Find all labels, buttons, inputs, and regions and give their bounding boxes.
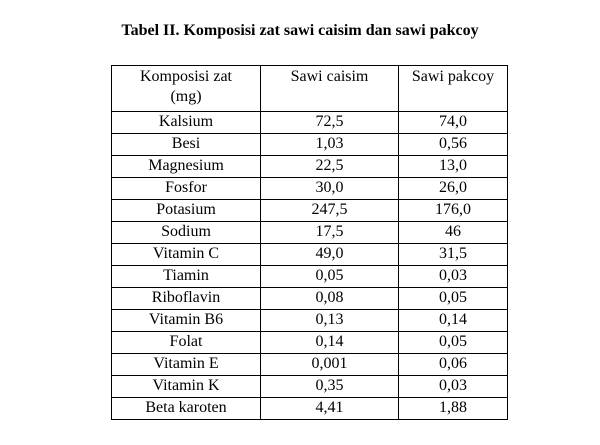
table-row xyxy=(112,112,508,134)
caisim-value: 30,0 xyxy=(261,178,399,200)
table-row xyxy=(112,310,508,332)
table-row xyxy=(112,332,508,354)
table-row xyxy=(112,376,508,398)
caisim-value: 4,41 xyxy=(261,398,399,420)
caisim-value: 0,08 xyxy=(261,288,399,310)
pakcoy-value: 0,56 xyxy=(399,134,508,156)
caisim-value: 0,13 xyxy=(261,310,399,332)
table-row xyxy=(112,156,508,178)
table-row xyxy=(112,222,508,244)
nutrient-name: Magnesium xyxy=(112,156,261,178)
caisim-value: 17,5 xyxy=(261,222,399,244)
nutrient-name: Vitamin B6 xyxy=(112,310,261,332)
pakcoy-value: 0,03 xyxy=(399,266,508,288)
header-composition-line2: (mg) xyxy=(170,88,202,105)
pakcoy-value: 74,0 xyxy=(399,112,508,134)
caisim-value: 0,35 xyxy=(261,376,399,398)
table-row xyxy=(112,398,508,420)
table-row xyxy=(112,244,508,266)
pakcoy-value: 31,5 xyxy=(399,244,508,266)
nutrient-name: Fosfor xyxy=(112,178,261,200)
header-pakcoy: Sawi pakcoy xyxy=(399,66,508,112)
header-composition xyxy=(112,66,261,112)
table-row xyxy=(112,134,508,156)
pakcoy-value: 13,0 xyxy=(399,156,508,178)
caisim-value: 0,14 xyxy=(261,332,399,354)
nutrient-name: Potasium xyxy=(112,200,261,222)
pakcoy-value: 1,88 xyxy=(399,398,508,420)
table-row xyxy=(112,354,508,376)
caisim-value: 247,5 xyxy=(261,200,399,222)
pakcoy-value: 0,03 xyxy=(399,376,508,398)
pakcoy-value: 176,0 xyxy=(399,200,508,222)
caisim-value: 49,0 xyxy=(261,244,399,266)
nutrient-name: Vitamin K xyxy=(112,376,261,398)
table-row xyxy=(112,266,508,288)
pakcoy-value: 26,0 xyxy=(399,178,508,200)
nutrient-name: Besi xyxy=(112,134,261,156)
pakcoy-value: 46 xyxy=(399,222,508,244)
table-row xyxy=(112,178,508,200)
nutrient-name: Sodium xyxy=(112,222,261,244)
nutrient-name: Folat xyxy=(112,332,261,354)
pakcoy-value: 0,05 xyxy=(399,288,508,310)
table-row xyxy=(112,288,508,310)
header-row xyxy=(112,66,508,112)
caisim-value: 72,5 xyxy=(261,112,399,134)
header-caisim: Sawi caisim xyxy=(261,66,399,112)
composition-table xyxy=(111,65,508,420)
nutrient-name: Vitamin E xyxy=(112,354,261,376)
nutrient-name: Vitamin C xyxy=(112,244,261,266)
caisim-value: 1,03 xyxy=(261,134,399,156)
pakcoy-value: 0,06 xyxy=(399,354,508,376)
pakcoy-value: 0,14 xyxy=(399,310,508,332)
pakcoy-value: 0,05 xyxy=(399,332,508,354)
nutrient-name: Beta karoten xyxy=(112,398,261,420)
caisim-value: 0,05 xyxy=(261,266,399,288)
table-row xyxy=(112,200,508,222)
nutrient-name: Riboflavin xyxy=(112,288,261,310)
nutrient-name: Kalsium xyxy=(112,112,261,134)
header-composition-line1: Komposisi zat xyxy=(140,68,232,85)
nutrient-name: Tiamin xyxy=(112,266,261,288)
table-caption: Tabel II. Komposisi zat sawi caisim dan sawi pakcoy xyxy=(121,22,479,39)
caisim-value: 0,001 xyxy=(261,354,399,376)
caisim-value: 22,5 xyxy=(261,156,399,178)
